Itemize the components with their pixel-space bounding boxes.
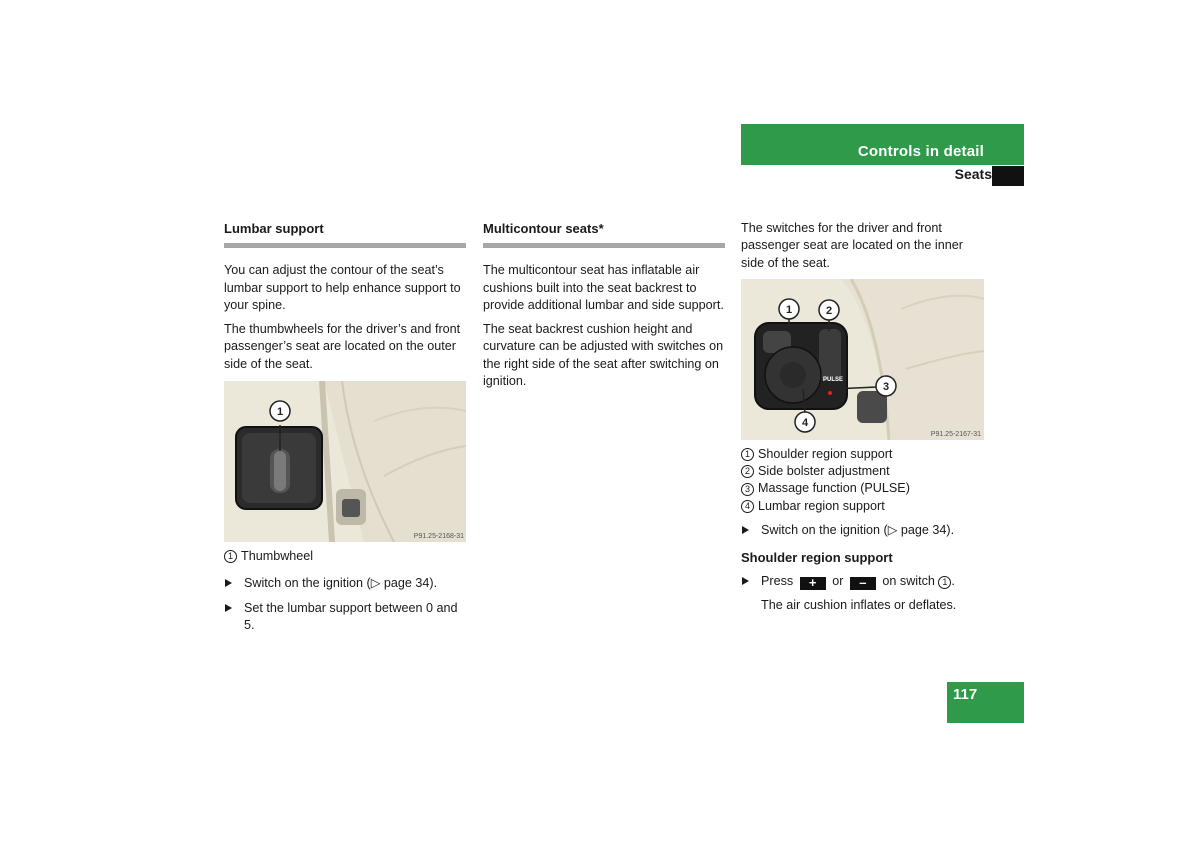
plus-key-icon: + [800, 577, 826, 590]
legend-number: 2 [741, 465, 754, 478]
minus-key-icon: – [850, 577, 876, 590]
legend-text: Side bolster adjustment [758, 464, 890, 479]
switch-panel-illustration [741, 279, 984, 440]
paragraph: The thumbwheels for the driver’s and front passenger’s seat are located on the outer side of the seat. [224, 322, 461, 371]
legend-number: 1 [741, 448, 754, 461]
legend [741, 446, 986, 515]
column-multicontour-seats [483, 220, 725, 397]
step-text: Set the lumbar support between 0 and 5. [244, 600, 458, 632]
section-title: Seats [954, 166, 992, 182]
instruction-step [224, 575, 466, 592]
press-end: . [951, 573, 955, 588]
chapter-title: Controls in detail [857, 143, 984, 160]
page-number: 117 [953, 686, 978, 703]
legend [224, 548, 466, 565]
press-or: or [832, 573, 844, 588]
legend-text: Shoulder region support [758, 446, 893, 461]
legend-item [224, 548, 466, 565]
thumbwheel-illustration [224, 381, 466, 542]
step-result: The air cushion inflates or deflates. [761, 597, 957, 612]
column-lumbar-support [224, 220, 466, 641]
chapter-header-bar [741, 124, 1024, 165]
bullet-arrow-icon [225, 604, 232, 612]
figure-code: P91.25-2168-31 [413, 533, 464, 541]
legend-item [741, 463, 986, 480]
figure-callout-4: 4 [801, 416, 809, 429]
legend-item [741, 446, 986, 463]
section-marker [992, 166, 1024, 186]
bullet-arrow-icon [742, 577, 749, 585]
legend-item [741, 498, 986, 515]
bullet-arrow-icon [742, 526, 749, 534]
instruction-step [224, 600, 466, 635]
legend-text: Lumbar region support [758, 498, 885, 513]
press-suffix: on switch [882, 573, 935, 588]
step-text: Switch on the ignition (▷ page 34). [244, 576, 438, 591]
pulse-label: PULSE [823, 376, 844, 383]
column-switches [741, 220, 986, 614]
figure-callout-1: 1 [785, 303, 793, 316]
heading-multicontour-seats: Multicontour seats* [483, 220, 725, 248]
legend-number: 4 [741, 500, 754, 513]
press-prefix: Press [761, 573, 794, 588]
instruction-step [741, 522, 986, 539]
heading-shoulder-region-support: Shoulder region support [741, 550, 893, 566]
legend-number: 3 [741, 483, 754, 496]
figure-code: P91.25-2167-31 [930, 430, 981, 438]
figure-callout-2: 2 [825, 304, 833, 317]
paragraph: The switches for the driver and front passenger seat are located on the inner side of the seat. [741, 221, 963, 270]
switch-number: 1 [938, 576, 951, 589]
legend-text: Massage function (PULSE) [758, 481, 910, 496]
figure-callout-1: 1 [276, 406, 284, 419]
legend-number: 1 [224, 550, 237, 563]
page-number-box [947, 682, 1024, 723]
legend-item [741, 480, 986, 497]
step-text: Switch on the ignition (▷ page 34). [761, 523, 955, 538]
legend-text: Thumbwheel [241, 549, 314, 564]
bullet-arrow-icon [225, 579, 232, 587]
paragraph: You can adjust the contour of the seat’s lumbar support to help enhance support to your spine. [224, 263, 461, 312]
heading-lumbar-support: Lumbar support [224, 220, 466, 248]
paragraph: The multicontour seat has inflatable air cushions built into the seat backrest to provide additional lumbar and side support. [483, 263, 724, 312]
paragraph: The seat backrest cushion height and curvature can be adjusted with switches on the right side of the seat after switching on ignition. [483, 322, 724, 389]
figure-callout-3: 3 [882, 380, 890, 393]
instruction-step [741, 573, 986, 590]
